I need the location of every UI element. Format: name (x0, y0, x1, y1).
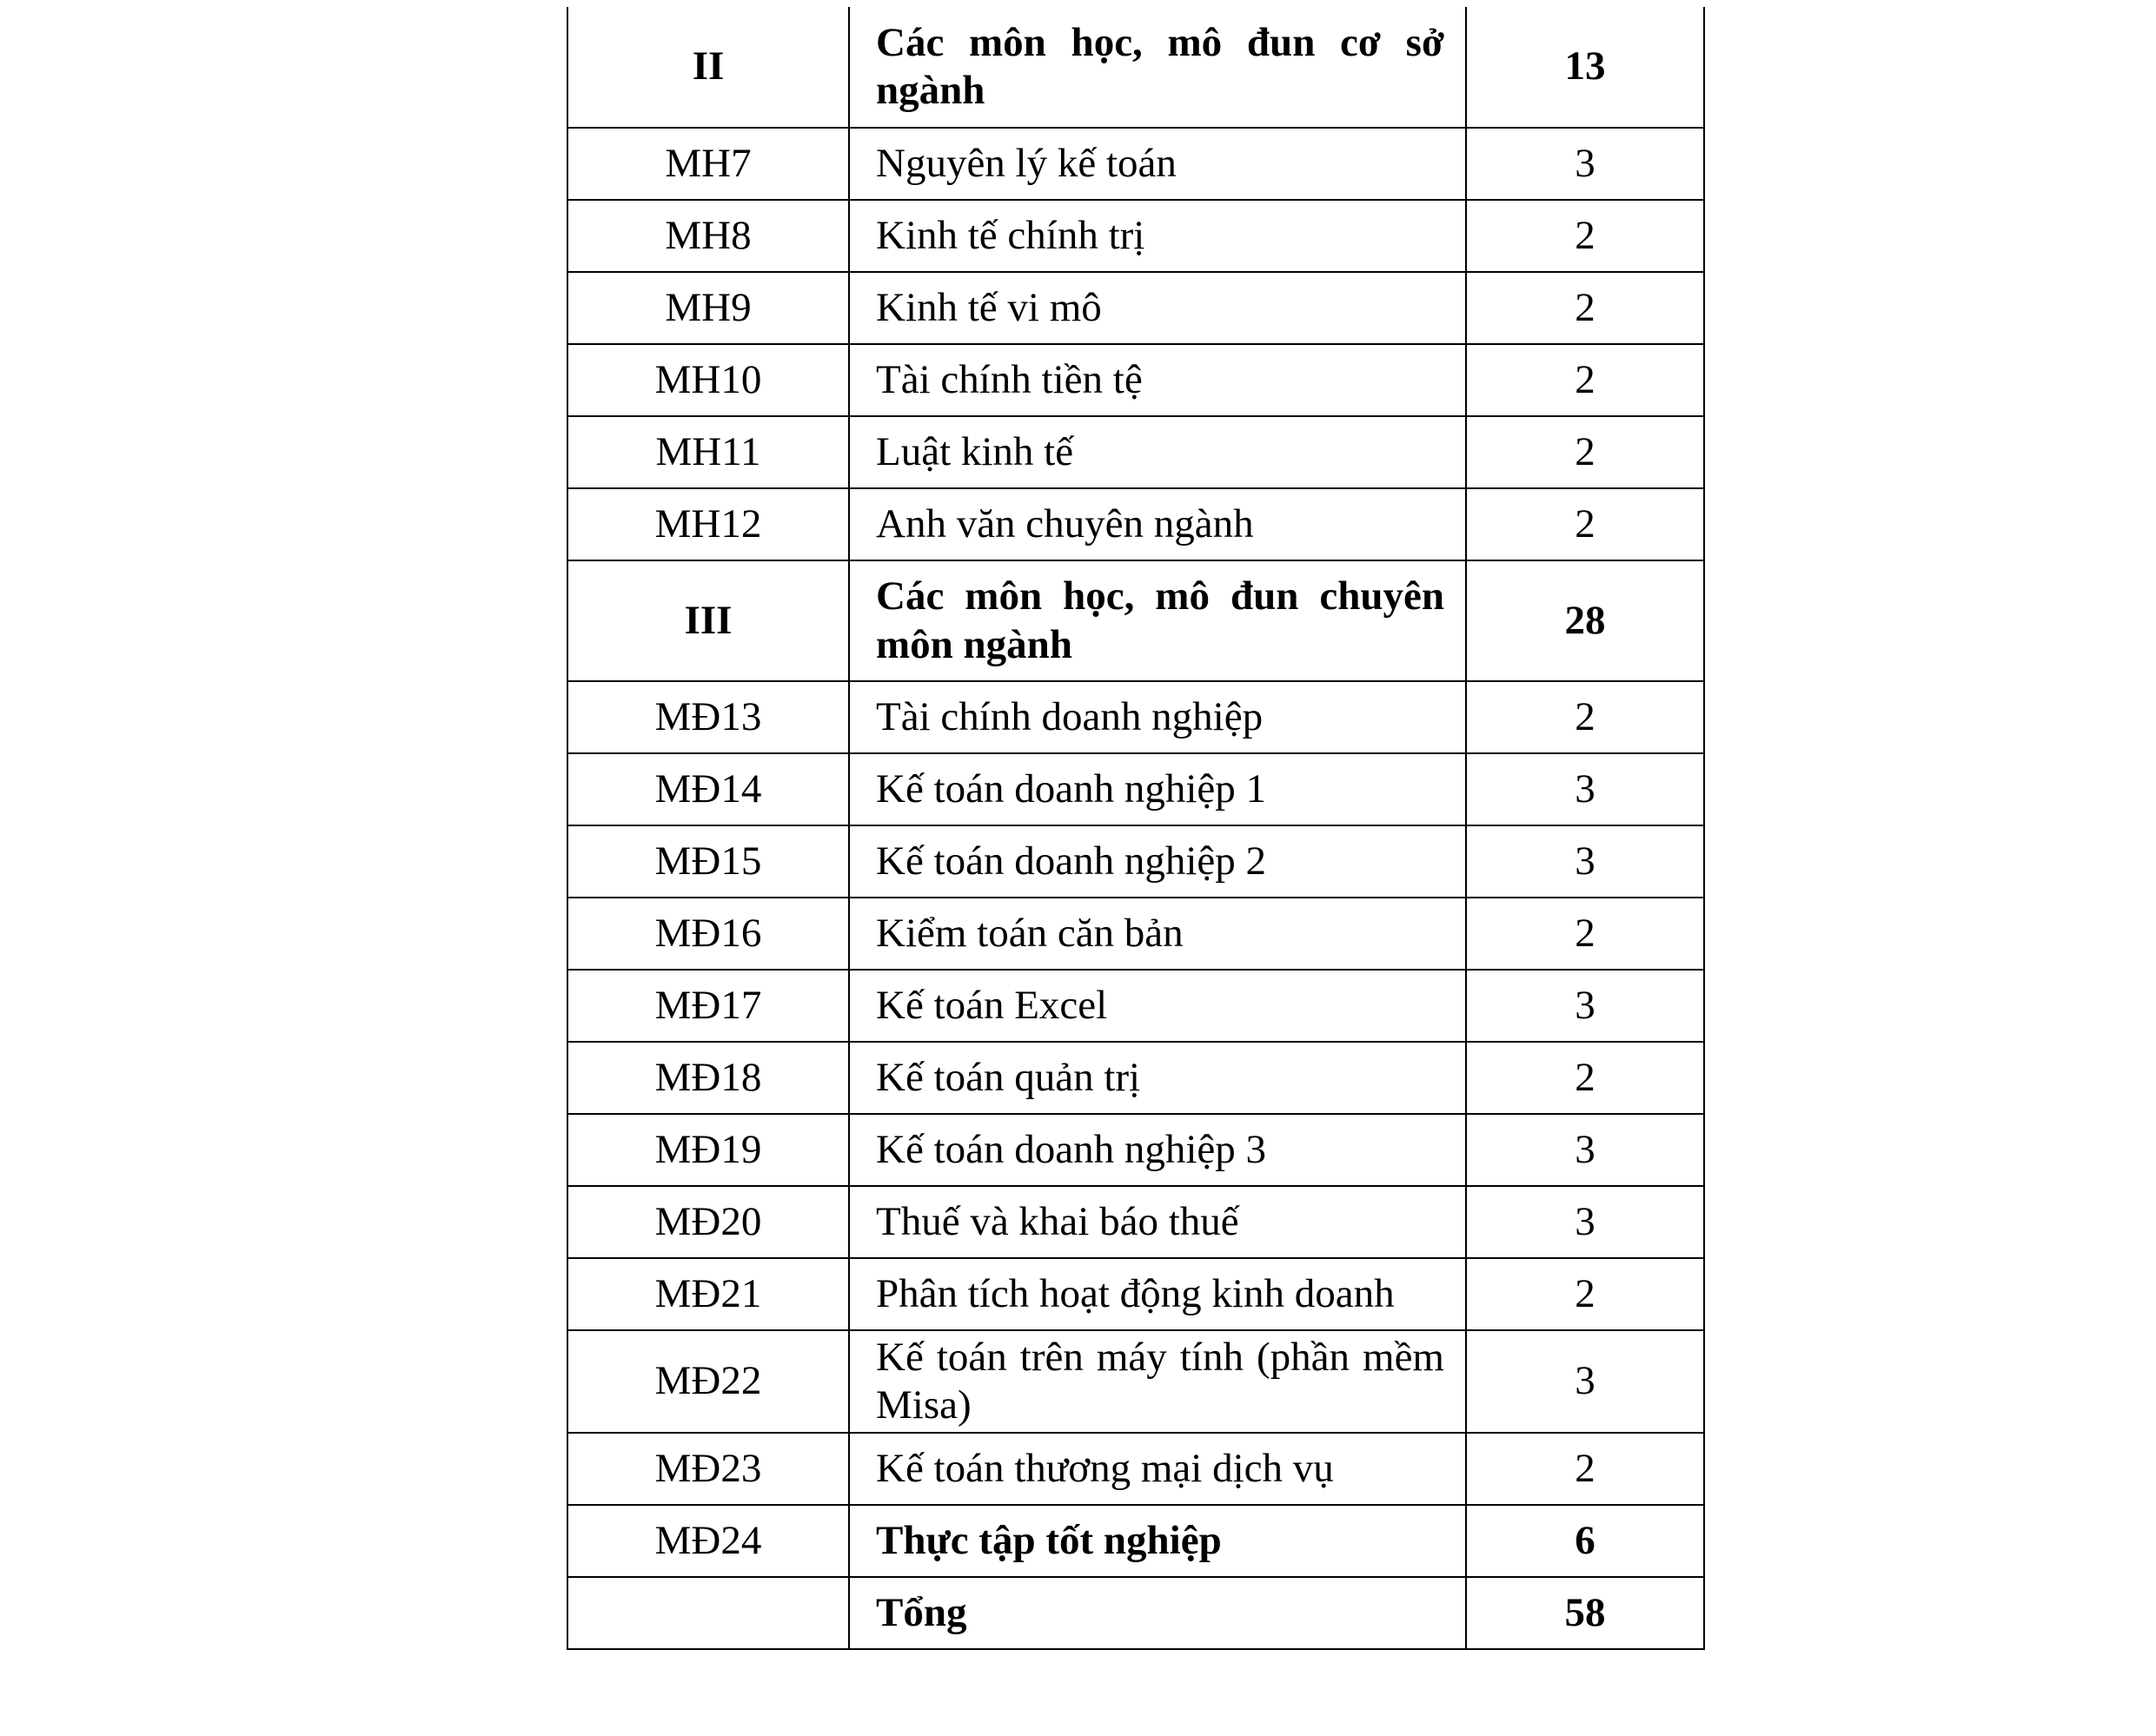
credits-cell: 2 (1466, 272, 1704, 344)
code-cell: MĐ18 (567, 1042, 849, 1114)
section-row-ii (567, 7, 1704, 128)
code-cell: MH12 (567, 488, 849, 560)
credits-cell: 2 (1466, 681, 1704, 753)
code-cell: MĐ24 (567, 1505, 849, 1577)
name-cell: Kế toán quản trị (849, 1042, 1466, 1114)
credits-cell: 3 (1466, 1114, 1704, 1186)
name-cell: Thuế và khai báo thuế (849, 1186, 1466, 1258)
name-cell: Kinh tế chính trị (849, 200, 1466, 272)
name-cell: Kế toán doanh nghiệp 2 (849, 825, 1466, 898)
table-row (567, 272, 1704, 344)
credits-cell: 28 (1466, 560, 1704, 681)
table-row (567, 970, 1704, 1042)
credits-cell: 3 (1466, 753, 1704, 825)
name-cell: Kiểm toán căn bản (849, 898, 1466, 970)
name-cell: Tài chính doanh nghiệp (849, 681, 1466, 753)
table-row (567, 825, 1704, 898)
code-cell: MH11 (567, 416, 849, 488)
table-row (567, 1433, 1704, 1505)
name-cell: Các môn học, mô đun chuyên môn ngành (849, 560, 1466, 681)
table-row (567, 1042, 1704, 1114)
code-cell: MH8 (567, 200, 849, 272)
credits-cell: 2 (1466, 488, 1704, 560)
code-cell: MĐ16 (567, 898, 849, 970)
credits-cell: 2 (1466, 1258, 1704, 1330)
table-row (567, 1114, 1704, 1186)
name-cell: Kế toán trên máy tính (phần mềm Misa) (849, 1330, 1466, 1433)
code-cell: MH7 (567, 128, 849, 200)
code-cell: MĐ23 (567, 1433, 849, 1505)
code-cell: MĐ13 (567, 681, 849, 753)
name-cell: Kế toán doanh nghiệp 3 (849, 1114, 1466, 1186)
code-cell: MĐ22 (567, 1330, 849, 1433)
table-row (567, 488, 1704, 560)
table-row (567, 416, 1704, 488)
code-cell: MĐ21 (567, 1258, 849, 1330)
curriculum-table (567, 7, 1705, 1650)
code-cell: MĐ20 (567, 1186, 849, 1258)
code-cell (567, 1577, 849, 1649)
code-cell: MĐ19 (567, 1114, 849, 1186)
name-cell: Kinh tế vi mô (849, 272, 1466, 344)
name-cell: Luật kinh tế (849, 416, 1466, 488)
table-row (567, 1505, 1704, 1577)
table-row (567, 1258, 1704, 1330)
code-cell: III (567, 560, 849, 681)
name-cell: Kế toán thương mại dịch vụ (849, 1433, 1466, 1505)
credits-cell: 2 (1466, 416, 1704, 488)
code-cell: MH10 (567, 344, 849, 416)
table-row (567, 753, 1704, 825)
credits-cell: 3 (1466, 1330, 1704, 1433)
name-cell: Kế toán Excel (849, 970, 1466, 1042)
credits-cell: 3 (1466, 1186, 1704, 1258)
name-cell: Phân tích hoạt động kinh doanh (849, 1258, 1466, 1330)
name-cell: Tài chính tiền tệ (849, 344, 1466, 416)
total-label: Tổng (849, 1577, 1466, 1649)
table-row (567, 898, 1704, 970)
name-cell: Nguyên lý kế toán (849, 128, 1466, 200)
credits-cell: 2 (1466, 1433, 1704, 1505)
table-row (567, 681, 1704, 753)
section-row-iii (567, 560, 1704, 681)
table-row (567, 344, 1704, 416)
name-cell: Anh văn chuyên ngành (849, 488, 1466, 560)
code-cell: MH9 (567, 272, 849, 344)
credits-cell: 2 (1466, 344, 1704, 416)
total-row (567, 1577, 1704, 1649)
credits-cell: 2 (1466, 200, 1704, 272)
credits-cell: 3 (1466, 970, 1704, 1042)
credits-cell: 2 (1466, 1042, 1704, 1114)
name-cell: Các môn học, mô đun cơ sở ngành (849, 7, 1466, 128)
table-row (567, 1330, 1704, 1433)
credits-cell: 2 (1466, 898, 1704, 970)
name-cell: Thực tập tốt nghiệp (849, 1505, 1466, 1577)
total-credits: 58 (1466, 1577, 1704, 1649)
credits-cell: 13 (1466, 7, 1704, 128)
table-row (567, 1186, 1704, 1258)
name-cell: Kế toán doanh nghiệp 1 (849, 753, 1466, 825)
table-row (567, 128, 1704, 200)
code-cell: MĐ14 (567, 753, 849, 825)
code-cell: MĐ15 (567, 825, 849, 898)
credits-cell: 6 (1466, 1505, 1704, 1577)
credits-cell: 3 (1466, 825, 1704, 898)
credits-cell: 3 (1466, 128, 1704, 200)
table-row (567, 200, 1704, 272)
code-cell: MĐ17 (567, 970, 849, 1042)
code-cell: II (567, 7, 849, 128)
